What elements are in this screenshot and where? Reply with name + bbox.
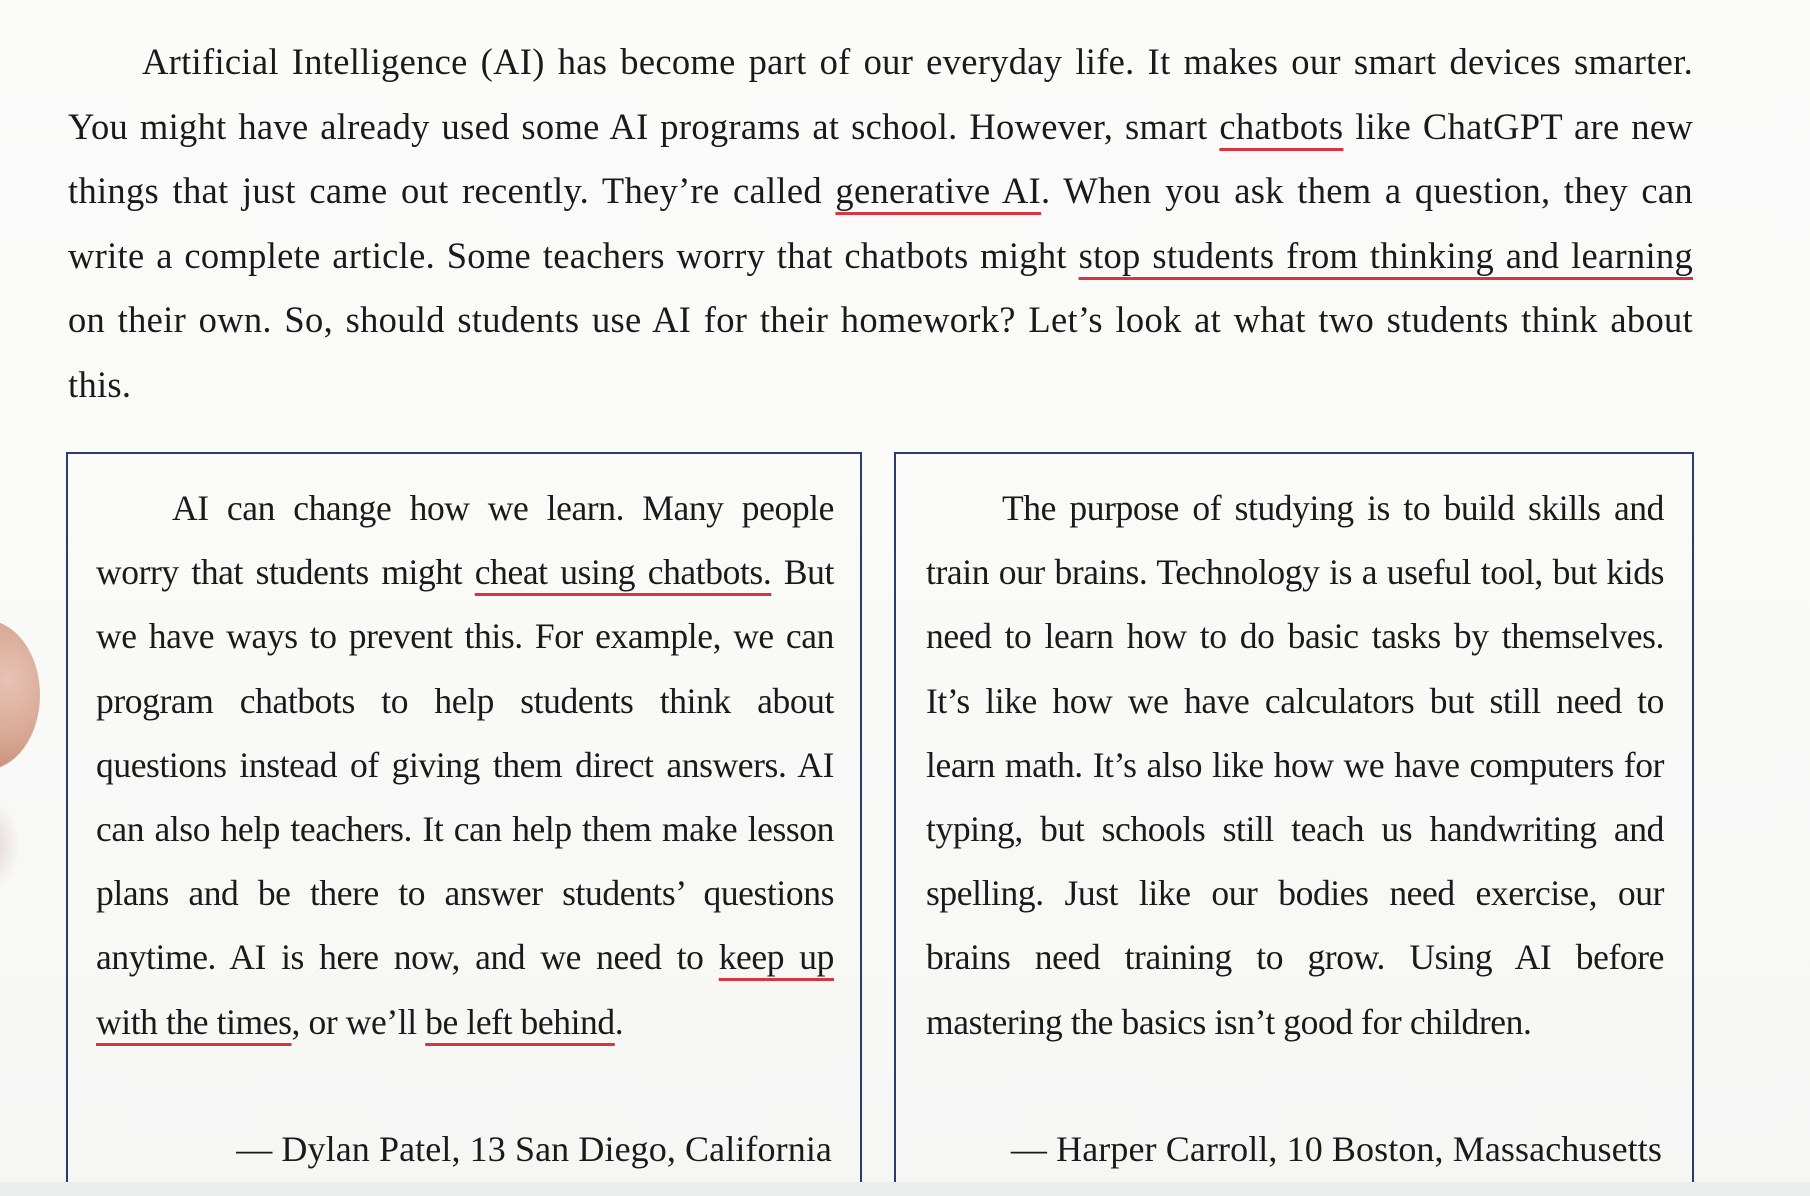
left-text-4: . [614, 1001, 624, 1042]
intro-text-1: Artificial Intelligence (AI) has become part of our everyday life. It makes our smart devices smarter. You might have already used some AI programs at school. However, smart [68, 41, 1693, 147]
signature-right: — Harper Carroll, 10 Boston, Massachusetts [1010, 1129, 1662, 1169]
underlined-keep-up: keep up with the times [96, 937, 834, 1042]
opinion-box-left [66, 452, 862, 1182]
finger-shadow [0, 800, 20, 890]
underlined-stop-students: stop students from thinking and learning [1078, 234, 1693, 276]
left-text-1: AI can change how we learn. Many people worry that students might [96, 488, 834, 593]
intro-text-3: . When you ask them a question, they can write a complete article. Some teachers worry that chatbots might [68, 170, 1693, 276]
opinion-box-right [894, 452, 1694, 1182]
underlined-left-behind: be left behind [425, 1001, 615, 1042]
left-text-2: But we have ways to prevent this. For example, we can program chatbots to help students think about questions instead of giving them direct answers. AI can also help teachers. It can help them make lesson plans and be there to answer students’ questions anytime. AI is here now, and we need to [96, 552, 834, 978]
signature-left: — Dylan Patel, 13 San Diego, California [236, 1129, 832, 1169]
underlined-generative-ai: generative AI [835, 170, 1041, 211]
finger-image [0, 620, 40, 770]
underlined-cheat: cheat using chatbots. [474, 552, 772, 593]
opinion-right-text [926, 476, 1664, 1054]
intro-text-4: on their own. So, should students use AI for their homework? Let’s look at what two students think about this. [68, 299, 1693, 405]
intro-text-2: like ChatGPT are new things that just came out recently. They’re called [68, 105, 1693, 211]
bottom-edge [0, 1182, 1810, 1196]
right-text: The purpose of studying is to build skills and train our brains. Technology is a useful tool, but kids need to learn how to do basic tasks by themselves. It’s like how we have calculators but still need to learn math. It’s also like how we have computers for typing, but schools still teach us handwriting and spelling. Just like our bodies need exercise, our brains need training to grow. Using AI before mastering the basics isn’t good for children. [926, 488, 1664, 1042]
left-text-3: , or we’ll [291, 1001, 426, 1042]
underlined-chatbots: chatbots [1219, 105, 1344, 147]
opinion-left-text [96, 476, 834, 1054]
intro-paragraph [68, 30, 1693, 417]
